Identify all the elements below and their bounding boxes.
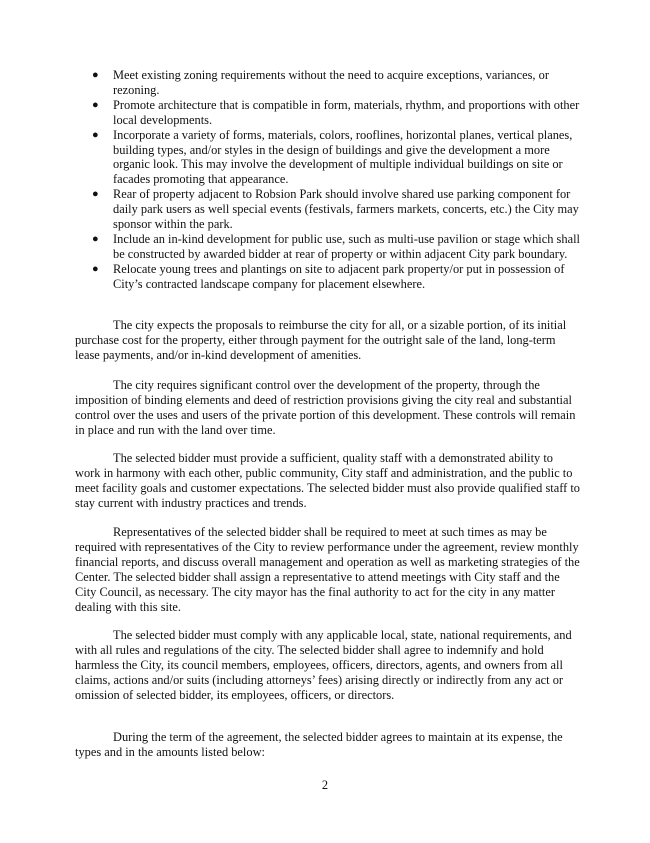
paragraph-control: The city requires significant control over the development of the property, through the imposition of binding elements and deed of restriction provisions giving the city real and substantial control over the uses and users of the private portion of this development. These controls will remain in place and run with the land over time. bbox=[75, 378, 576, 437]
bullet-text: Rear of property adjacent to Robsion Park should involve shared use parking component for daily park users as well special events (festivals, farmers markets, concerts, etc.) the City may sponsor within the park. bbox=[113, 187, 579, 232]
bullet-dot-icon: ● bbox=[92, 128, 99, 141]
paragraph-insurance: During the term of the agreement, the selected bidder agrees to maintain at its expense, the types and in the amounts listed below: bbox=[75, 730, 563, 759]
bullet-dot-icon: ● bbox=[92, 188, 99, 201]
bullet-text: Include an in-kind development for public use, such as multi-use pavilion or stage which shall be constructed by awarded bidder at rear of property or within adjacent City park boundary. bbox=[113, 231, 580, 261]
paragraph-staff: The selected bidder must provide a sufficient, quality staff with a demonstrated ability to work in harmony with each other, public community, City staff and administration, and the public to meet facility goals and customer expectations. The selected bidder must also provide qualified staff to stay current with industry practices and trends. bbox=[75, 451, 580, 510]
bullet-text: Meet existing zoning requirements without the need to acquire exceptions, variances, or rezoning. bbox=[113, 68, 549, 97]
paragraph-compliance: The selected bidder must comply with any applicable local, state, national requirements, and with all rules and regulations of the city. The selected bidder shall agree to indemnify and hold harmless the City, its council members, employees, officers, directors, agents, and owners from all claims, actions and/or suits (including attorneys’ fees) arising directly or indirectly from any act or omission of selected bidder, its employees, officers, or directors. bbox=[75, 628, 572, 702]
bullet-item-trees bbox=[92, 261, 583, 292]
bullet-text: Incorporate a variety of forms, materials, colors, rooflines, horizontal planes, vertical planes, building types, and/or styles in the design of buildings and give the development a more organic look. This may involve the development of multiple individual buildings on site or facades promoting that appearance. bbox=[113, 127, 573, 187]
page-number: 2 bbox=[321, 778, 329, 792]
bullet-dot-icon: ● bbox=[92, 98, 99, 111]
bullet-text: Relocate young trees and plantings on site to adjacent park property/or put in possession of City’s contracted landscape company for placement elsewhere. bbox=[113, 261, 565, 291]
bullet-dot-icon: ● bbox=[92, 262, 99, 275]
paragraph-reimbursement: The city expects the proposals to reimburse the city for all, or a sizable portion, of its initial purchase cost for the property, either through payment for the outright sale of the land, long-term lease payments, and/or in-kind development of amenities. bbox=[75, 318, 567, 362]
bullet-text: Promote architecture that is compatible in form, materials, rhythm, and proportions with other local developments. bbox=[113, 97, 580, 127]
requirements-bullet-list bbox=[92, 68, 583, 292]
bullet-item-zoning bbox=[92, 68, 583, 98]
paragraph-representatives: Representatives of the selected bidder shall be required to meet at such times as may be required with representatives of the City to review performance under the agreement, review monthly financial reports, and discuss overall management and operation as well as marketing strategies of the Center. The selected bidder shall assign a representative to attend meetings with City staff and the City Council, as necessary. The city mayor has the final authority to act for the city in any matter dealing with this site. bbox=[75, 525, 580, 614]
bullet-item-in-kind bbox=[92, 231, 583, 262]
bullet-dot-icon: ● bbox=[92, 232, 99, 245]
bullet-item-architecture bbox=[92, 97, 583, 128]
bullet-item-variety bbox=[92, 127, 583, 188]
bullet-dot-icon: ● bbox=[92, 69, 99, 81]
bullet-item-parking bbox=[92, 187, 583, 232]
